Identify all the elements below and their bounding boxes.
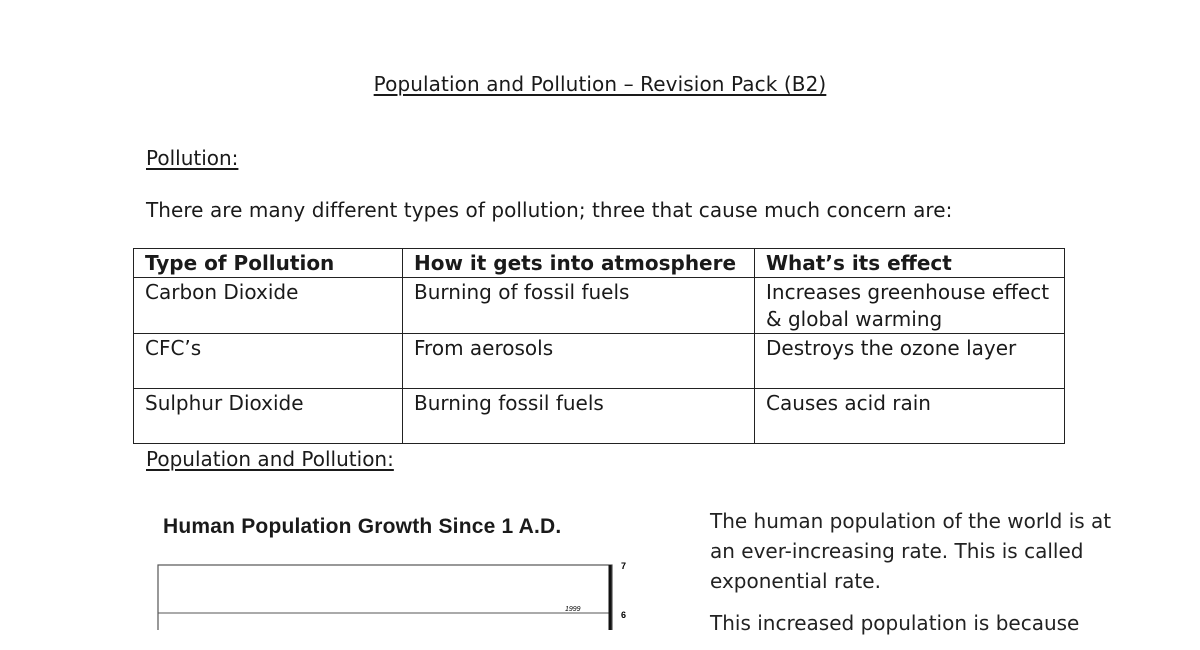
y-tick-label: 6 <box>621 610 627 620</box>
table-row <box>134 389 1065 444</box>
section-heading-population: Population and Pollution: <box>146 447 394 471</box>
table-cell: Causes acid rain <box>755 389 1065 444</box>
intro-text: There are many different types of pollution; three that cause much concern are: <box>146 198 953 222</box>
table-cell: Sulphur Dioxide <box>134 389 403 444</box>
table-cell: Destroys the ozone layer <box>755 334 1065 389</box>
table-cell: Carbon Dioxide <box>134 278 403 334</box>
population-chart <box>150 555 640 630</box>
table-cell: CFC’s <box>134 334 403 389</box>
table-header-row <box>134 249 1065 278</box>
pollution-table <box>133 248 1065 444</box>
population-description <box>710 506 1130 650</box>
table-header: What’s its effect <box>755 249 1065 278</box>
chart-plot-frame <box>158 565 612 630</box>
y-tick-label: 7 <box>621 561 627 571</box>
table-cell: Burning of fossil fuels <box>403 278 755 334</box>
table-row <box>134 278 1065 334</box>
table-header: Type of Pollution <box>134 249 403 278</box>
table-cell: Burning fossil fuels <box>403 389 755 444</box>
table-header: How it gets into atmosphere <box>403 249 755 278</box>
document-title: Population and Pollution – Revision Pack (B2) <box>373 72 827 96</box>
table-cell: Increases greenhouse effect & global warming <box>755 278 1065 334</box>
paragraph: The human population of the world is at an ever-increasing rate. This is called exponential rate. <box>710 509 1112 593</box>
paragraph: This increased population is because <box>710 611 1080 635</box>
table-cell: From aerosols <box>403 334 755 389</box>
chart-title: Human Population Growth Since 1 A.D. <box>163 515 562 538</box>
section-heading-pollution: Pollution: <box>146 146 239 170</box>
table-row <box>134 334 1065 389</box>
data-label-1999: 1999 <box>565 606 581 613</box>
